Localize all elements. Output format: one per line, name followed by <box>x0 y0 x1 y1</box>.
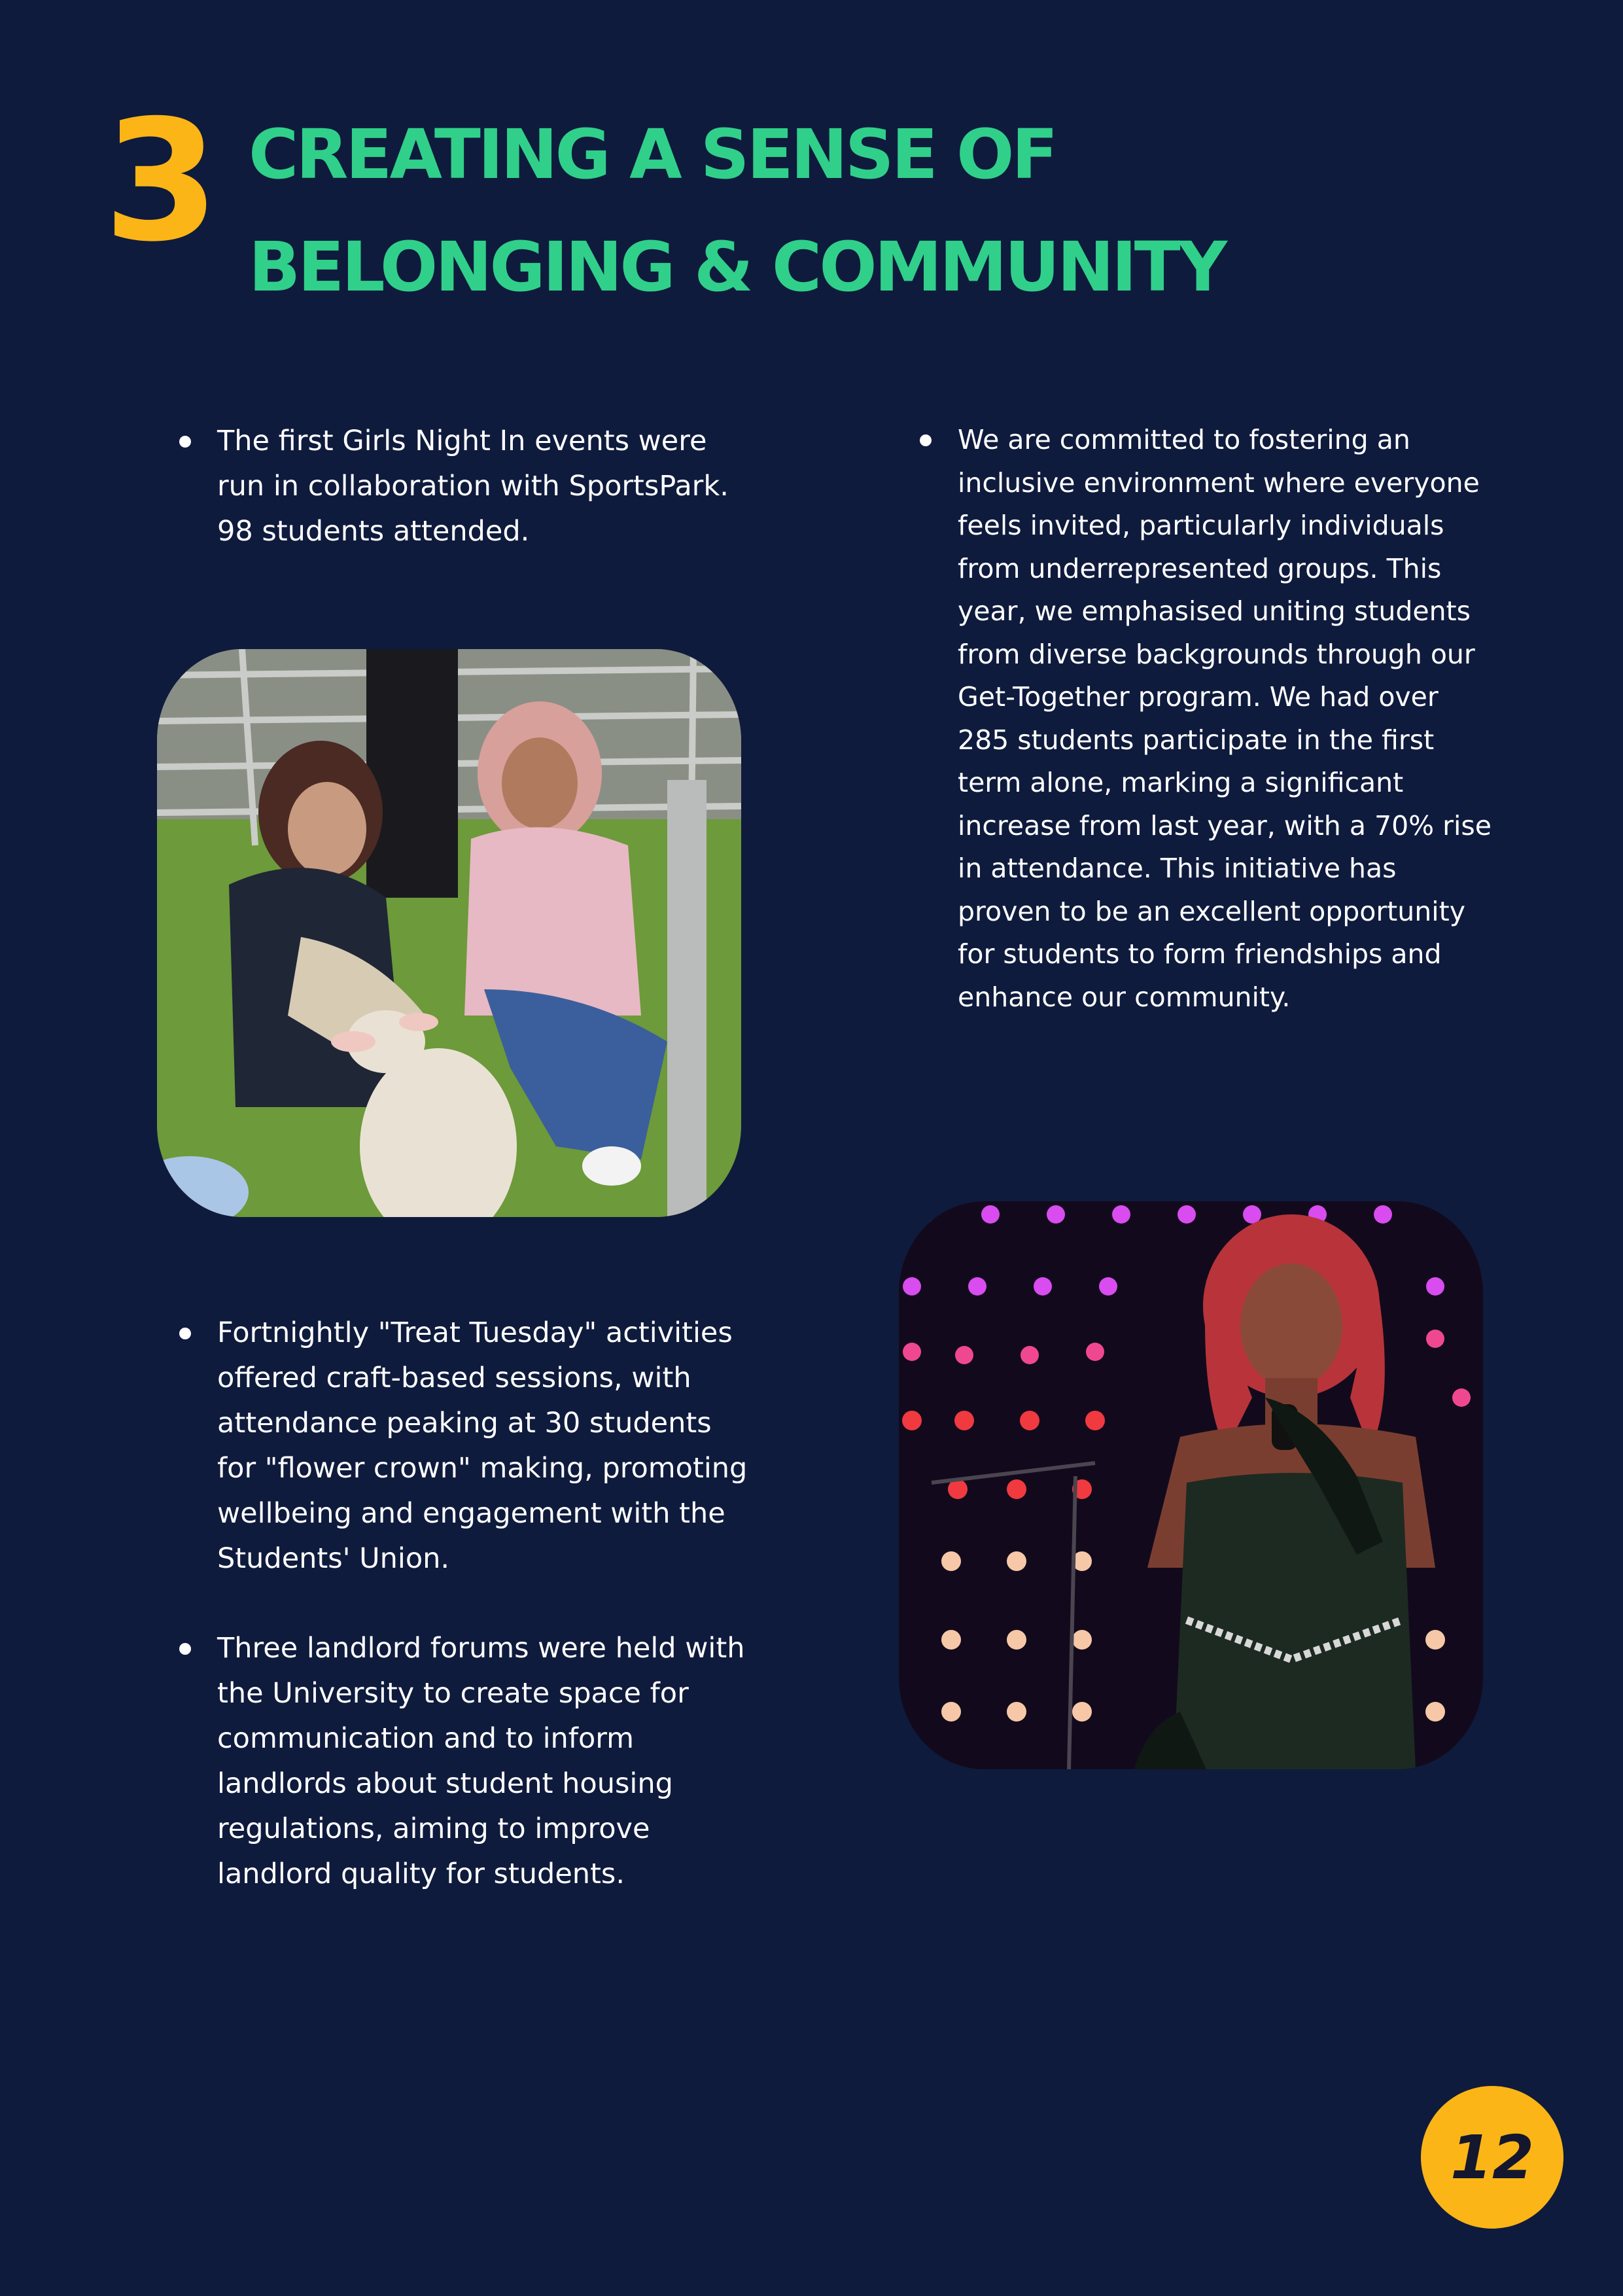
section-title-line-1: CREATING A SENSE OF <box>249 115 1056 194</box>
photo-students-with-sheep <box>157 649 741 1217</box>
bullet-landlord-forums: Three landlord forums were held with the University to create space for communication and to inform landlords about student housing regulations, aiming to improve landlord quality for students. <box>177 1626 752 1897</box>
section-title-line-2: BELONGING & COMMUNITY <box>249 227 1225 307</box>
photo-students-with-sheep-illustration <box>157 649 741 1217</box>
bullet-girls-night-in: The first Girls Night In events were run in collaboration with SportsPark. 98 students attended. <box>177 419 752 554</box>
bullet-treat-tuesday: Fortnightly "Treat Tuesday" activities offered craft-based sessions, with attendance peaking at 30 students for "flower crown" making, promoting wellbeing and engagement with the Students' Union. <box>177 1311 752 1581</box>
left-bullet-list-bottom <box>177 1311 752 1897</box>
section-number: 3 <box>103 84 215 279</box>
bullet-get-together: We are committed to fostering an inclusive environment where everyone feels invited, particularly individuals from underrepresented groups. This year, we emphasised uniting students from diverse backgrounds through our Get-Together program. We had over 285 students participate in the first term alone, marking a significant increase from last year, with a 70% rise in attendance. This initiative has proven to be an excellent opportunity for students to form friendships and enhance our community. <box>917 419 1493 1019</box>
right-bullet-list <box>917 419 1493 1019</box>
page-number-badge: 12 <box>1421 2086 1563 2229</box>
left-bullet-list-top <box>177 419 752 554</box>
photo-performer-on-stage <box>899 1201 1483 1769</box>
photo-performer-on-stage-illustration <box>899 1201 1483 1769</box>
section-title <box>249 98 1361 323</box>
